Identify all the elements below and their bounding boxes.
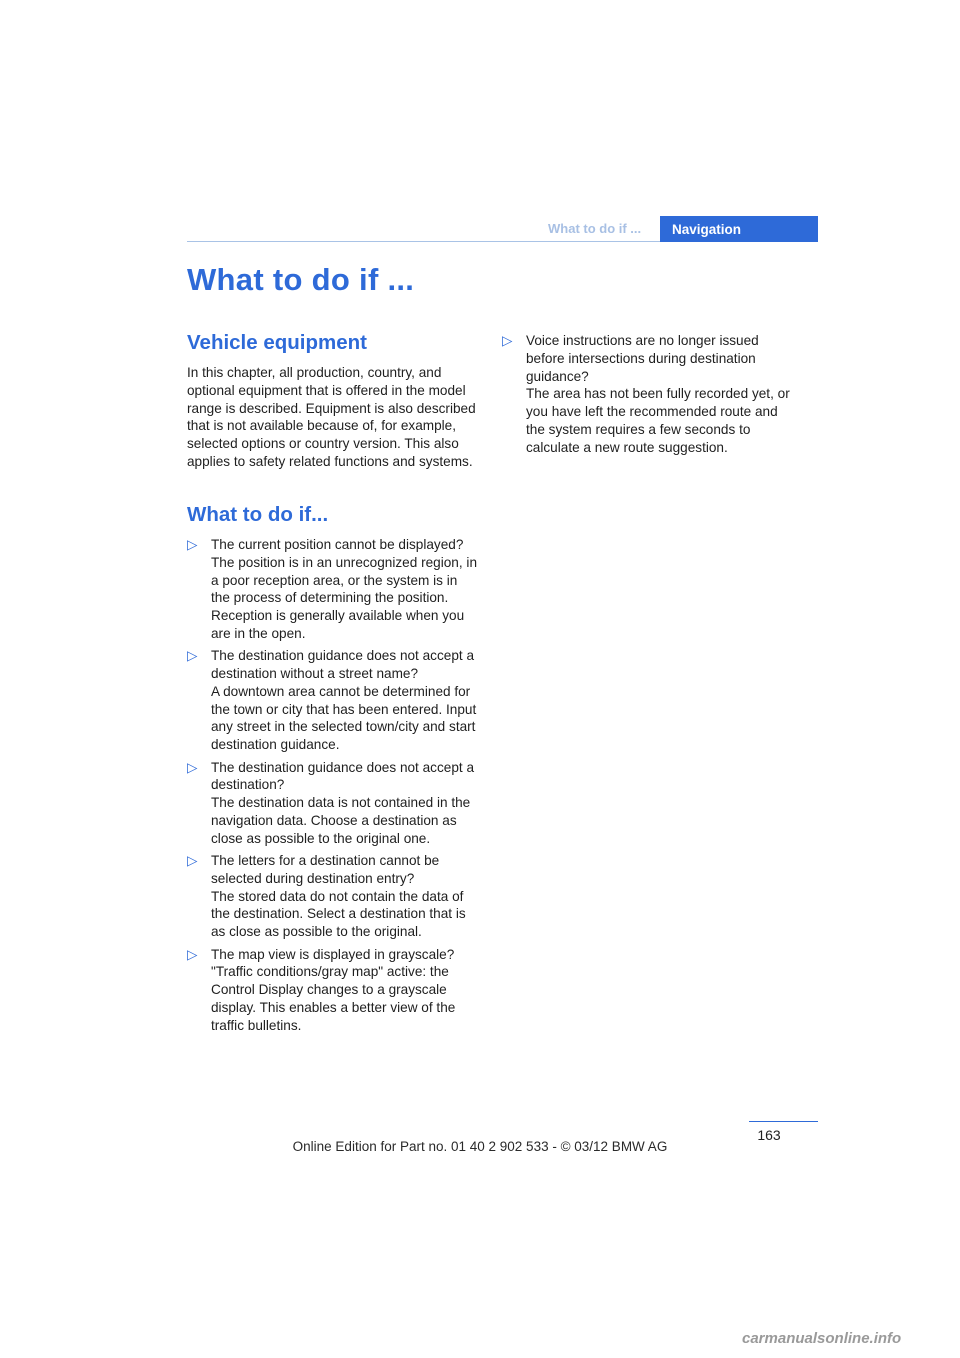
chapter-tab[interactable] bbox=[660, 216, 818, 242]
list-item bbox=[187, 536, 479, 643]
item-answer: The area has not been fully recorded yet, or you have left the recommended route and the system requires a few seconds to calculate a new route suggestion. bbox=[526, 386, 790, 455]
list-item bbox=[187, 946, 479, 1035]
troubleshooting-list-right bbox=[502, 332, 798, 461]
footer-edition: Online Edition for Part no. 01 40 2 902 533 - © 03/12 BMW AG bbox=[292, 1139, 668, 1154]
header-section-label: What to do if ... bbox=[548, 221, 642, 236]
item-question: The map view is displayed in grayscale? bbox=[211, 946, 455, 962]
list-item bbox=[502, 332, 798, 457]
vehicle-equipment-body: In this chapter, all production, country, and optional equipment that is offered in the model range is described. Equipment is also described that is not available because of, for example, selected options or country version. This also applies to safety related functions and systems. bbox=[187, 365, 476, 469]
item-answer: The destination data is not contained in the navigation data. Choose a destination as close as possible to the original one. bbox=[211, 795, 471, 846]
item-answer: The stored data do not contain the data of the destination. Select a destination that is as close as possible to the original. bbox=[211, 888, 466, 940]
triangle-bullet-icon: ▷ bbox=[187, 853, 198, 869]
list-item bbox=[187, 759, 479, 848]
troubleshooting-list-left bbox=[187, 536, 479, 1039]
list-item bbox=[187, 647, 479, 754]
list-item bbox=[187, 852, 479, 941]
item-question: The letters for a destination cannot be selected during destination entry? bbox=[211, 853, 440, 886]
item-question: The destination guidance does not accept a destination? bbox=[211, 759, 475, 793]
item-question: The destination guidance does not accept a destination without a street name? bbox=[211, 648, 475, 682]
triangle-bullet-icon: ▷ bbox=[502, 333, 513, 348]
item-question: The current position cannot be displayed? bbox=[211, 537, 464, 552]
triangle-bullet-icon: ▷ bbox=[187, 759, 198, 775]
page-number: 163 bbox=[757, 1127, 781, 1143]
page-title: What to do if ... bbox=[187, 262, 415, 297]
item-answer: A downtown area cannot be determined for the town or city that has been entered. Input any street in the selected town/city and start destination guidance. bbox=[211, 683, 477, 753]
item-answer: "Traffic conditions/gray map" active: the Control Display changes to a grayscale display. This enables a better view of the traffic bulletins. bbox=[211, 964, 456, 1033]
section-heading-what-to-do: What to do if... bbox=[187, 503, 329, 526]
footer-rule bbox=[749, 1121, 818, 1122]
item-question: Voice instructions are no longer issued before intersections during destination guidance? bbox=[526, 333, 759, 384]
triangle-bullet-icon: ▷ bbox=[187, 946, 198, 962]
chapter-tab-label: Navigation bbox=[672, 222, 742, 237]
triangle-bullet-icon: ▷ bbox=[187, 537, 198, 552]
item-answer: The position is in an unrecognized region, in a poor reception area, or the system is in the process of determining the position. Reception is generally available when you are in the open. bbox=[211, 554, 478, 641]
section-heading-vehicle-equipment: Vehicle equipment bbox=[187, 331, 367, 354]
triangle-bullet-icon: ▷ bbox=[187, 648, 198, 664]
watermark-logo: carmanualsonline.info bbox=[742, 1330, 902, 1347]
